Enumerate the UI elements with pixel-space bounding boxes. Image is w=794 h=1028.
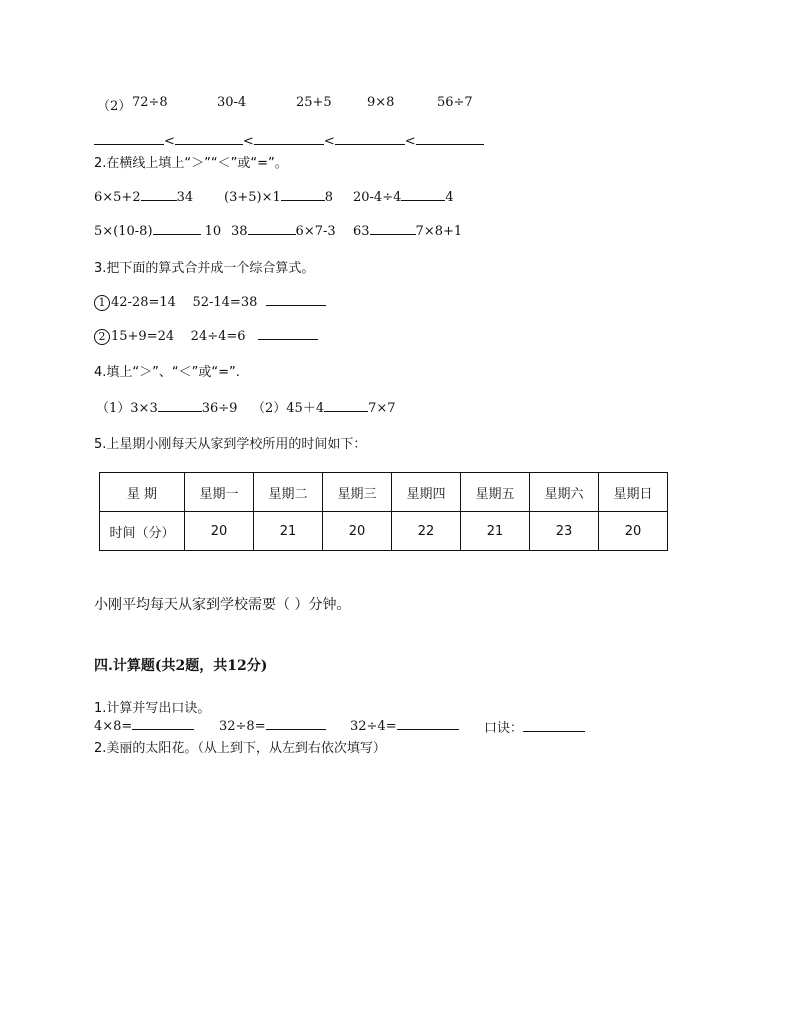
question-title: 4.填上“＞”、“＜”或“=”. <box>94 365 240 380</box>
right-expression: 4 <box>445 190 454 205</box>
item-number: 2 <box>94 329 110 345</box>
table-header-cell: 星期二 <box>254 473 323 512</box>
table-cell: 20 <box>185 512 254 551</box>
answer-blank[interactable] <box>248 222 296 235</box>
expression: 56÷7 <box>437 95 473 110</box>
answer-blank[interactable] <box>175 132 243 145</box>
less-than-sign: < <box>242 134 254 149</box>
expression: 4×8= <box>94 719 133 734</box>
item-number: 1 <box>94 295 110 311</box>
equation: 24÷4=6 <box>190 329 246 344</box>
table-cell: 21 <box>254 512 323 551</box>
answer-blank[interactable] <box>258 327 318 340</box>
table-row-label: 时间（分） <box>100 512 185 551</box>
koujue-label: 口诀： <box>484 721 524 736</box>
answer-blank[interactable] <box>324 399 368 412</box>
question-title: 2.美丽的太阳花。（从上到下，从左到右依次填写） <box>94 741 386 756</box>
left-expression: 63 <box>353 224 370 239</box>
table-header-cell: 星期六 <box>530 473 599 512</box>
table-row <box>100 512 668 551</box>
calc-item <box>219 717 326 734</box>
left-expression: 38 <box>231 224 248 239</box>
answer-blank[interactable] <box>254 132 324 145</box>
right-expression: 34 <box>176 190 194 205</box>
table-header-cell: 星期三 <box>323 473 392 512</box>
table-cell: 20 <box>599 512 668 551</box>
left-expression: 3×3 <box>130 401 158 416</box>
compare-row <box>353 222 462 239</box>
expression: 72÷8 <box>132 95 168 110</box>
table-header-cell: 星 期 <box>100 473 185 512</box>
answer-blank[interactable] <box>158 399 202 412</box>
equation: 15+9=24 <box>111 329 175 344</box>
table-header-row <box>100 473 668 512</box>
expression: 25+5 <box>296 95 332 110</box>
ordering-blanks-row <box>94 132 484 149</box>
right-expression: 7×8+1 <box>415 224 463 239</box>
question-title: 1.计算并写出口诀。 <box>94 701 211 716</box>
table-cell: 20 <box>323 512 392 551</box>
table-cell: 21 <box>461 512 530 551</box>
table-header-cell: 星期日 <box>599 473 668 512</box>
compare-part <box>252 397 396 416</box>
compare-part <box>96 397 237 416</box>
equation: 42-28=14 <box>111 295 176 310</box>
part-label: （2） <box>252 401 287 416</box>
left-expression: (3+5)×1 <box>224 190 281 205</box>
expression: 32÷4= <box>350 719 397 734</box>
answer-blank[interactable] <box>335 132 405 145</box>
answer-blank[interactable] <box>94 132 164 145</box>
less-than-sign: < <box>323 134 335 149</box>
question-text: 小刚平均每天从家到学校需要（ ）分钟。 <box>94 597 351 613</box>
answer-blank[interactable] <box>266 717 326 730</box>
answer-blank[interactable] <box>397 717 459 730</box>
koujue-item <box>484 717 585 736</box>
time-table <box>99 472 668 551</box>
part-label: （1） <box>96 401 131 416</box>
question-title: 3.把下面的算式合并成一个综合算式。 <box>94 261 315 276</box>
right-expression: 10 <box>204 224 222 239</box>
answer-blank[interactable] <box>266 293 326 306</box>
expression: 32÷8= <box>219 719 266 734</box>
table-cell: 23 <box>530 512 599 551</box>
left-expression: 45＋4 <box>286 401 325 416</box>
right-expression: 36÷9 <box>201 401 238 416</box>
table-header-cell: 星期五 <box>461 473 530 512</box>
answer-blank[interactable] <box>401 188 445 201</box>
left-expression: 20-4÷4 <box>353 190 402 205</box>
equation: 52-14=38 <box>192 295 258 310</box>
compare-row <box>94 222 221 239</box>
answer-blank[interactable] <box>281 188 325 201</box>
less-than-sign: < <box>164 134 175 149</box>
compare-row <box>94 188 193 205</box>
answer-blank[interactable] <box>416 132 484 145</box>
question-title: 2.在横线上填上“＞”“＜”或“=”。 <box>94 156 288 171</box>
combine-item <box>94 327 318 345</box>
less-than-sign: < <box>404 134 416 149</box>
right-expression: 8 <box>324 190 334 205</box>
expression: 9×8 <box>367 95 395 110</box>
table-header-cell: 星期一 <box>185 473 254 512</box>
section-title: 四.计算题(共2题，共12分) <box>94 658 268 674</box>
compare-row <box>231 222 336 239</box>
answer-blank[interactable] <box>132 717 194 730</box>
answer-blank[interactable] <box>153 222 201 235</box>
question-title: 5.上星期小刚每天从家到学校所用的时间如下： <box>94 437 367 452</box>
answer-blank[interactable] <box>370 222 416 235</box>
answer-blank[interactable] <box>523 719 585 732</box>
table-cell: 22 <box>392 512 461 551</box>
answer-blank[interactable] <box>141 188 177 201</box>
combine-item <box>94 293 326 311</box>
table-header-cell: 星期四 <box>392 473 461 512</box>
right-expression: 6×7-3 <box>295 224 336 239</box>
calc-item <box>94 717 194 734</box>
right-expression: 7×7 <box>368 401 396 416</box>
expression: 30-4 <box>217 95 247 110</box>
compare-row <box>224 188 333 205</box>
compare-row <box>353 188 454 205</box>
left-expression: 6×5+2 <box>94 190 141 205</box>
left-expression: 5×(10-8) <box>94 224 153 239</box>
row-label: （2） <box>97 99 132 114</box>
calc-item <box>350 717 459 734</box>
